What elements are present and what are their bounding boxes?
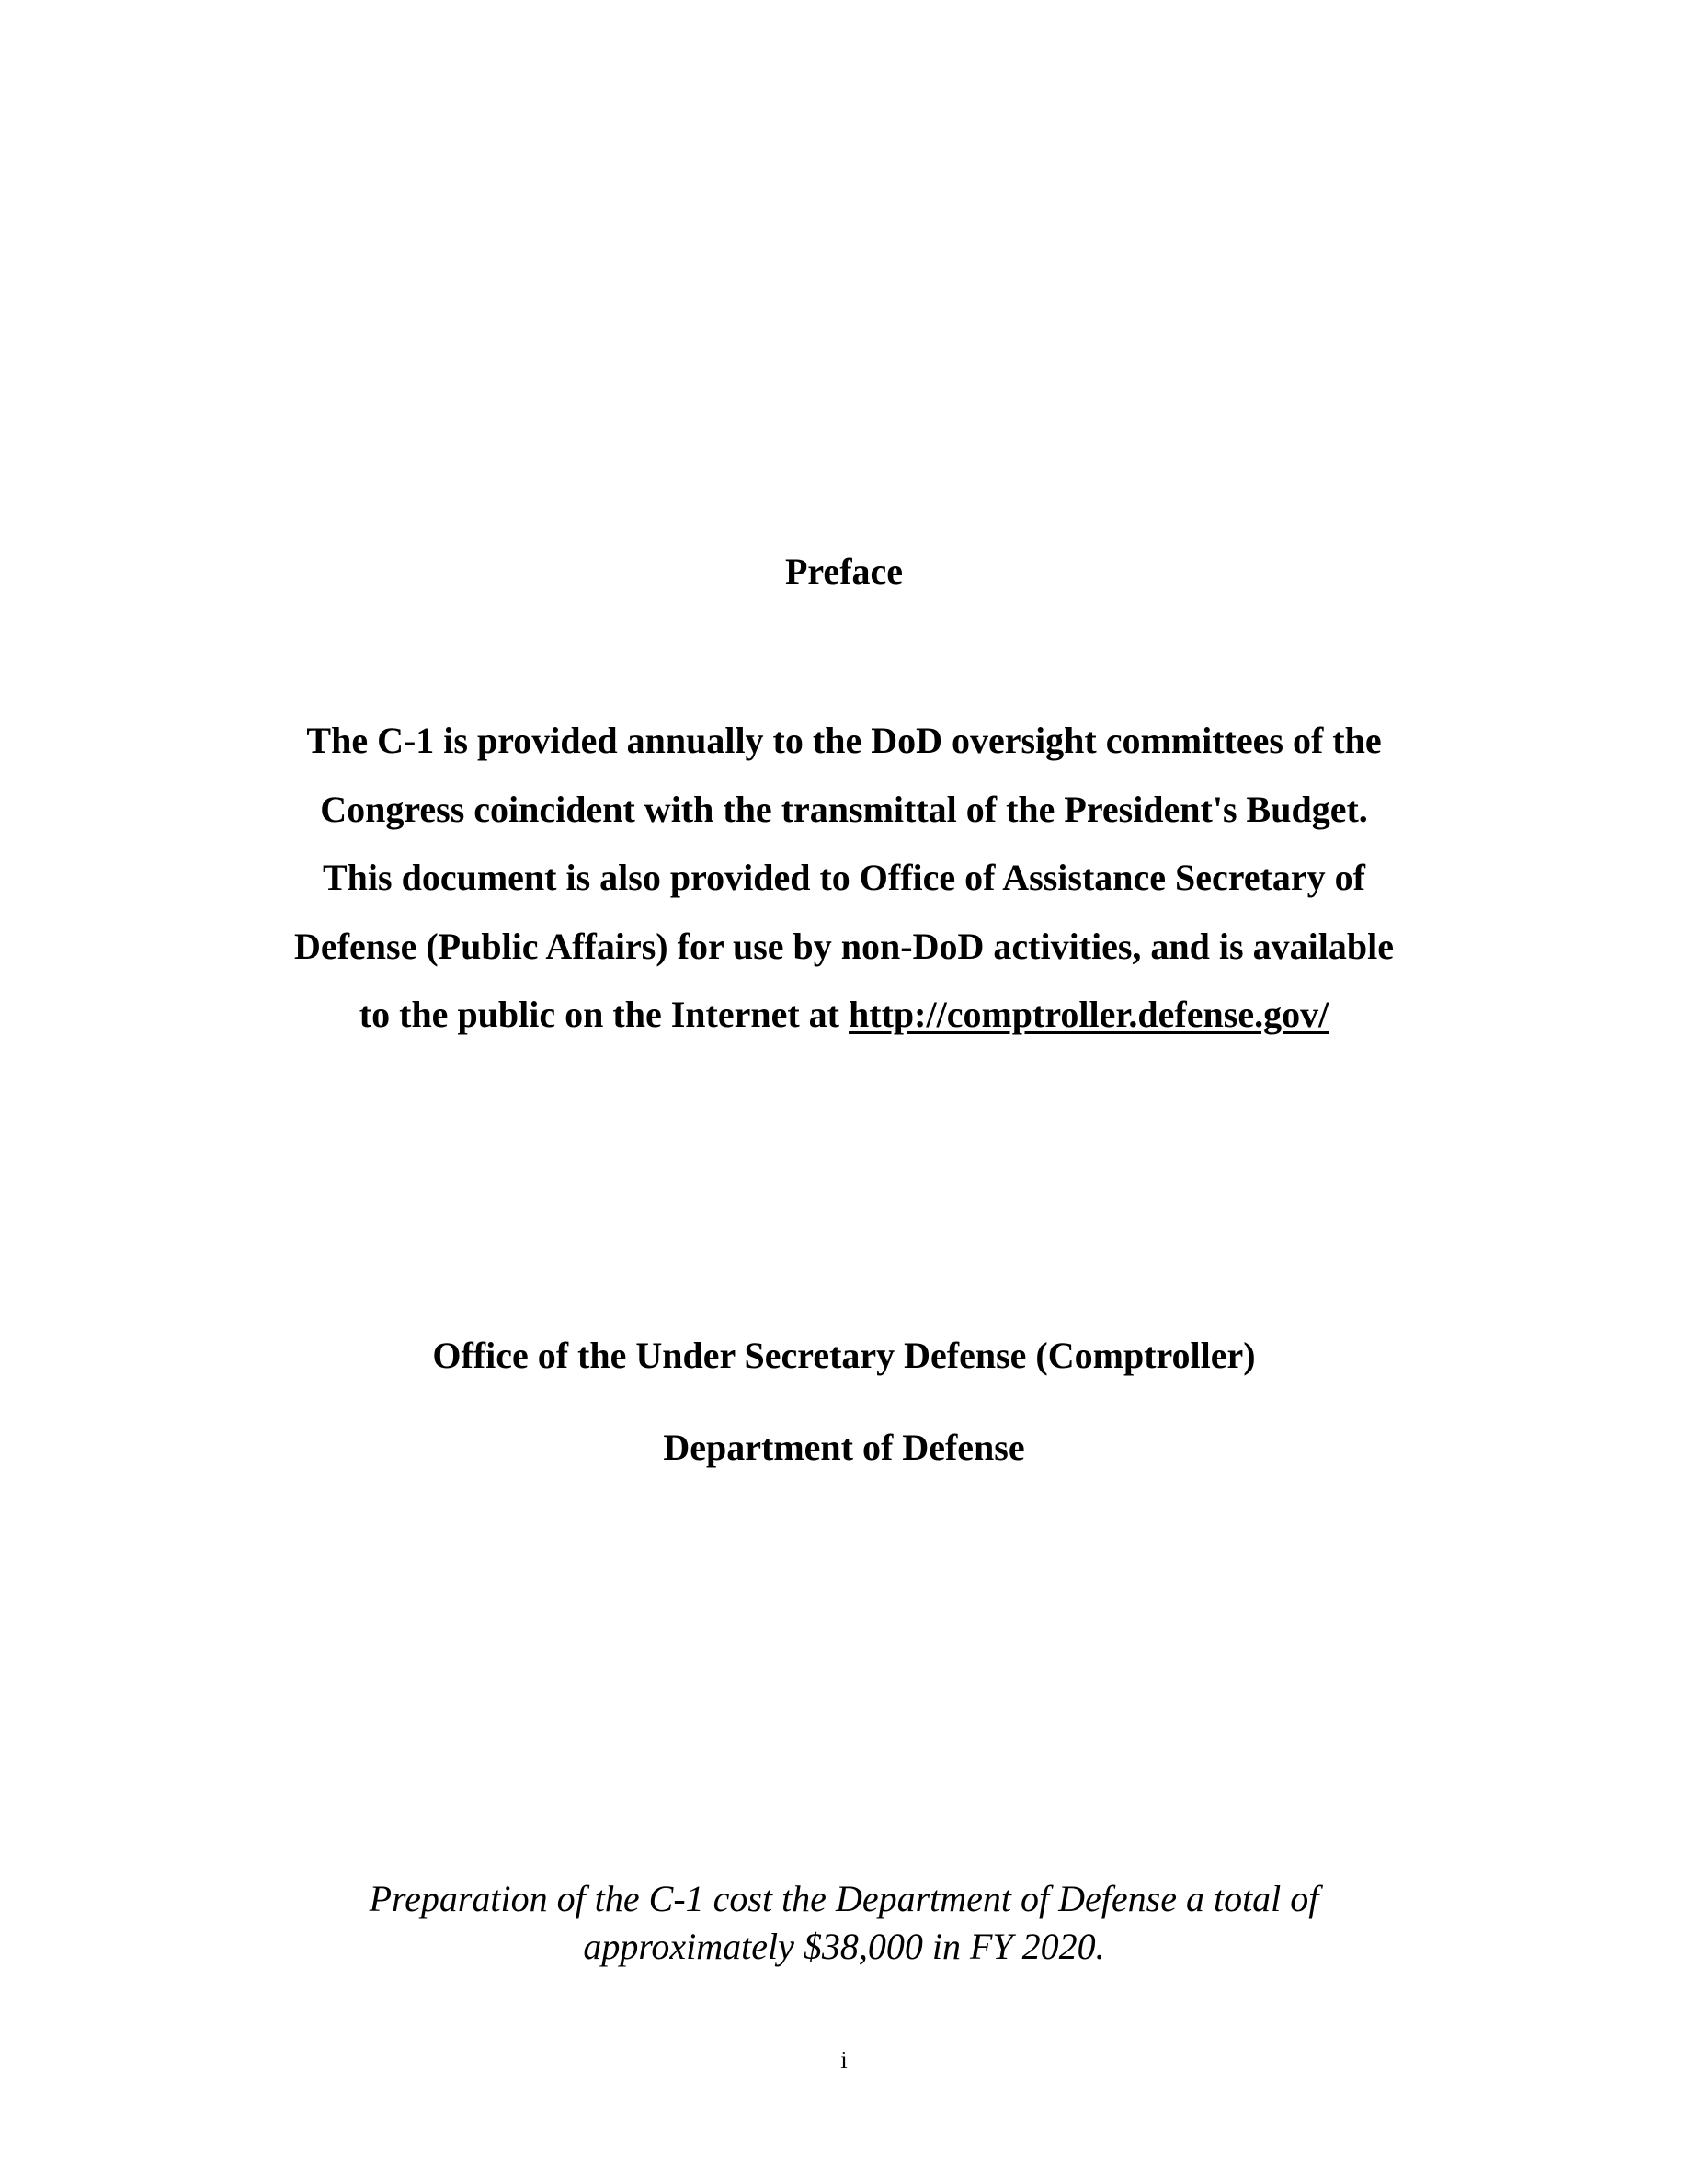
page-number: i: [840, 2046, 848, 2074]
preface-line-5-prefix: to the public on the Internet at: [359, 994, 850, 1035]
preface-line-3: This document is also provided to Office of Assistance Secretary of: [322, 857, 1365, 898]
cost-note: [0, 1875, 1688, 1971]
office-name: Office of the Under Secretary Defense (Comptroller): [432, 1335, 1256, 1376]
comptroller-link[interactable]: http://comptroller.defense.gov/: [849, 994, 1329, 1035]
preface-paragraph: [0, 707, 1688, 1050]
cost-note-line-1: Preparation of the C-1 cost the Department of Defense a total of: [369, 1878, 1319, 1919]
page-title: Preface: [784, 551, 904, 592]
preface-line-4: Defense (Public Affairs) for use by non-DoD activities, and is available: [294, 925, 1394, 967]
preface-line-2: Congress coincident with the transmittal of the President's Budget.: [320, 788, 1368, 830]
preface-line-1: The C-1 is provided annually to the DoD oversight committees of the: [306, 720, 1382, 761]
preface-line-5: [0, 981, 1688, 1050]
department-name: Department of Defense: [663, 1427, 1025, 1468]
cost-note-line-2: approximately $38,000 in FY 2020.: [583, 1926, 1105, 1967]
